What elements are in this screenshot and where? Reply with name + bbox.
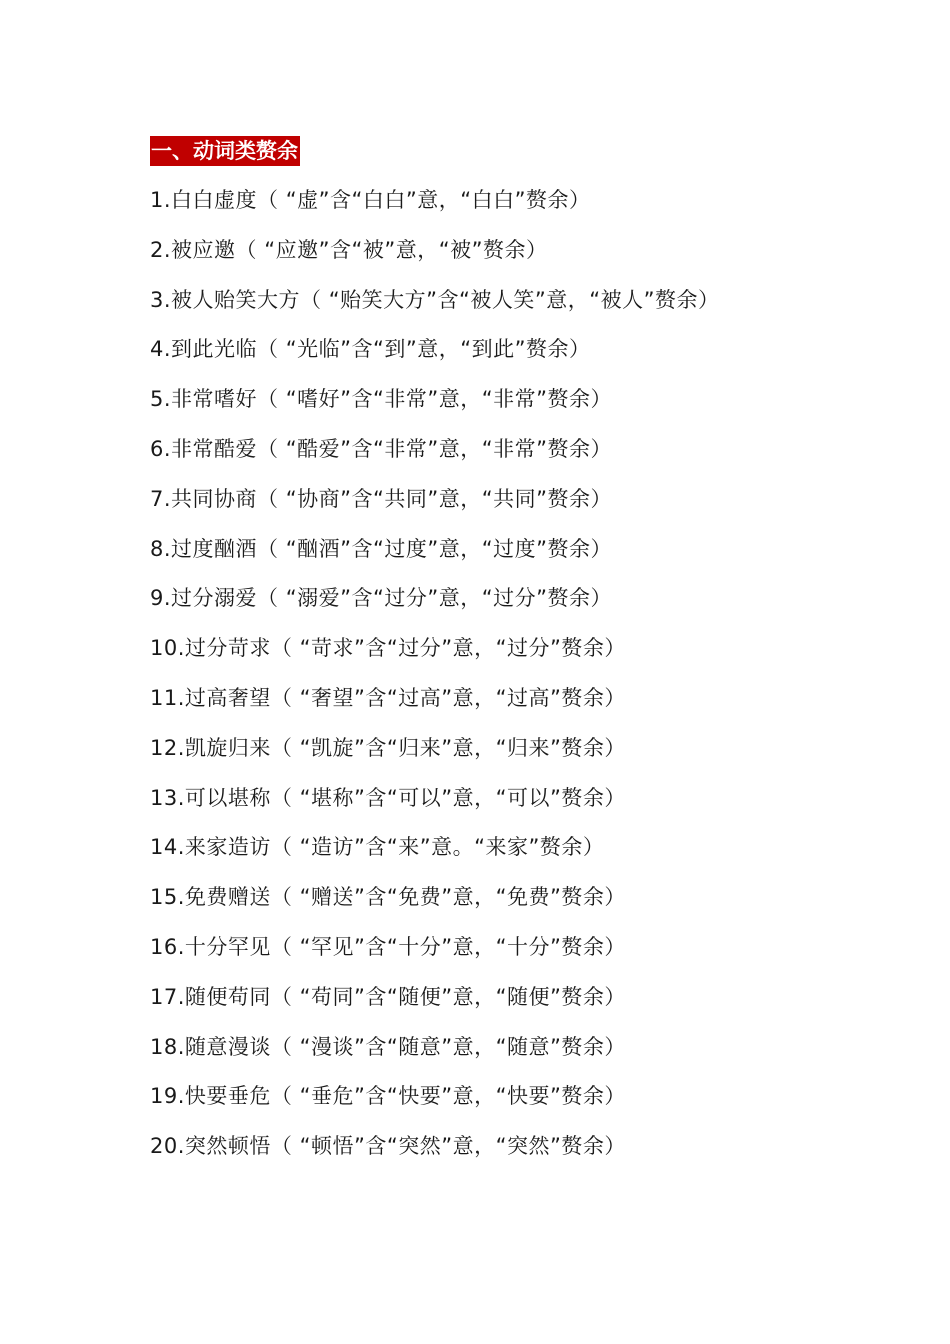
- list-item: 13.可以堪称（ “堪称”含“可以”意，“可以”赘余）: [150, 785, 626, 810]
- list-item: 7.共同协商（ “协商”含“共同”意，“共同”赘余）: [150, 486, 612, 511]
- list-item: 8.过度酗酒（ “酗酒”含“过度”意，“过度”赘余）: [150, 536, 612, 561]
- redundancy-list: [150, 176, 810, 1172]
- list-item: 5.非常嗜好（ “嗜好”含“非常”意，“非常”赘余）: [150, 387, 612, 412]
- list-item: 17.随便苟同（ “苟同”含“随便”意，“随便”赘余）: [150, 984, 626, 1009]
- list-item: 6.非常酷爱（ “酷爱”含“非常”意，“非常”赘余）: [150, 436, 612, 461]
- list-item: 9.过分溺爱（ “溺爱”含“过分”意，“过分”赘余）: [150, 586, 612, 611]
- list-item: 20.突然顿悟（ “顿悟”含“突然”意，“突然”赘余）: [150, 1134, 626, 1159]
- list-item: 2.被应邀（ “应邀”含“被”意，“被”赘余）: [150, 237, 548, 262]
- list-item: 18.随意漫谈（ “漫谈”含“随意”意，“随意”赘余）: [150, 1034, 626, 1059]
- list-item: 4.到此光临（ “光临”含“到”意，“到此”赘余）: [150, 337, 591, 362]
- section-heading: 一、动词类赘余: [150, 136, 300, 166]
- list-item: 16.十分罕见（ “罕见”含“十分”意，“十分”赘余）: [150, 934, 626, 959]
- list-item: 15.免费赠送（ “赠送”含“免费”意，“免费”赘余）: [150, 885, 626, 910]
- list-item: 19.快要垂危（ “垂危”含“快要”意，“快要”赘余）: [150, 1084, 626, 1109]
- list-item: 14.来家造访（ “造访”含“来”意。“来家”赘余）: [150, 835, 605, 860]
- list-item: 11.过高奢望（ “奢望”含“过高”意，“过高”赘余）: [150, 685, 626, 710]
- list-item: 1.白白虚度（ “虚”含“白白”意，“白白”赘余）: [150, 188, 591, 212]
- list-item: 10.过分苛求（ “苛求”含“过分”意，“过分”赘余）: [150, 636, 626, 661]
- list-item: 12.凯旋归来（ “凯旋”含“归来”意，“归来”赘余）: [150, 735, 626, 760]
- list-item: 3.被人贻笑大方（ “贻笑大方”含“被人笑”意，“被人”赘余）: [150, 287, 720, 312]
